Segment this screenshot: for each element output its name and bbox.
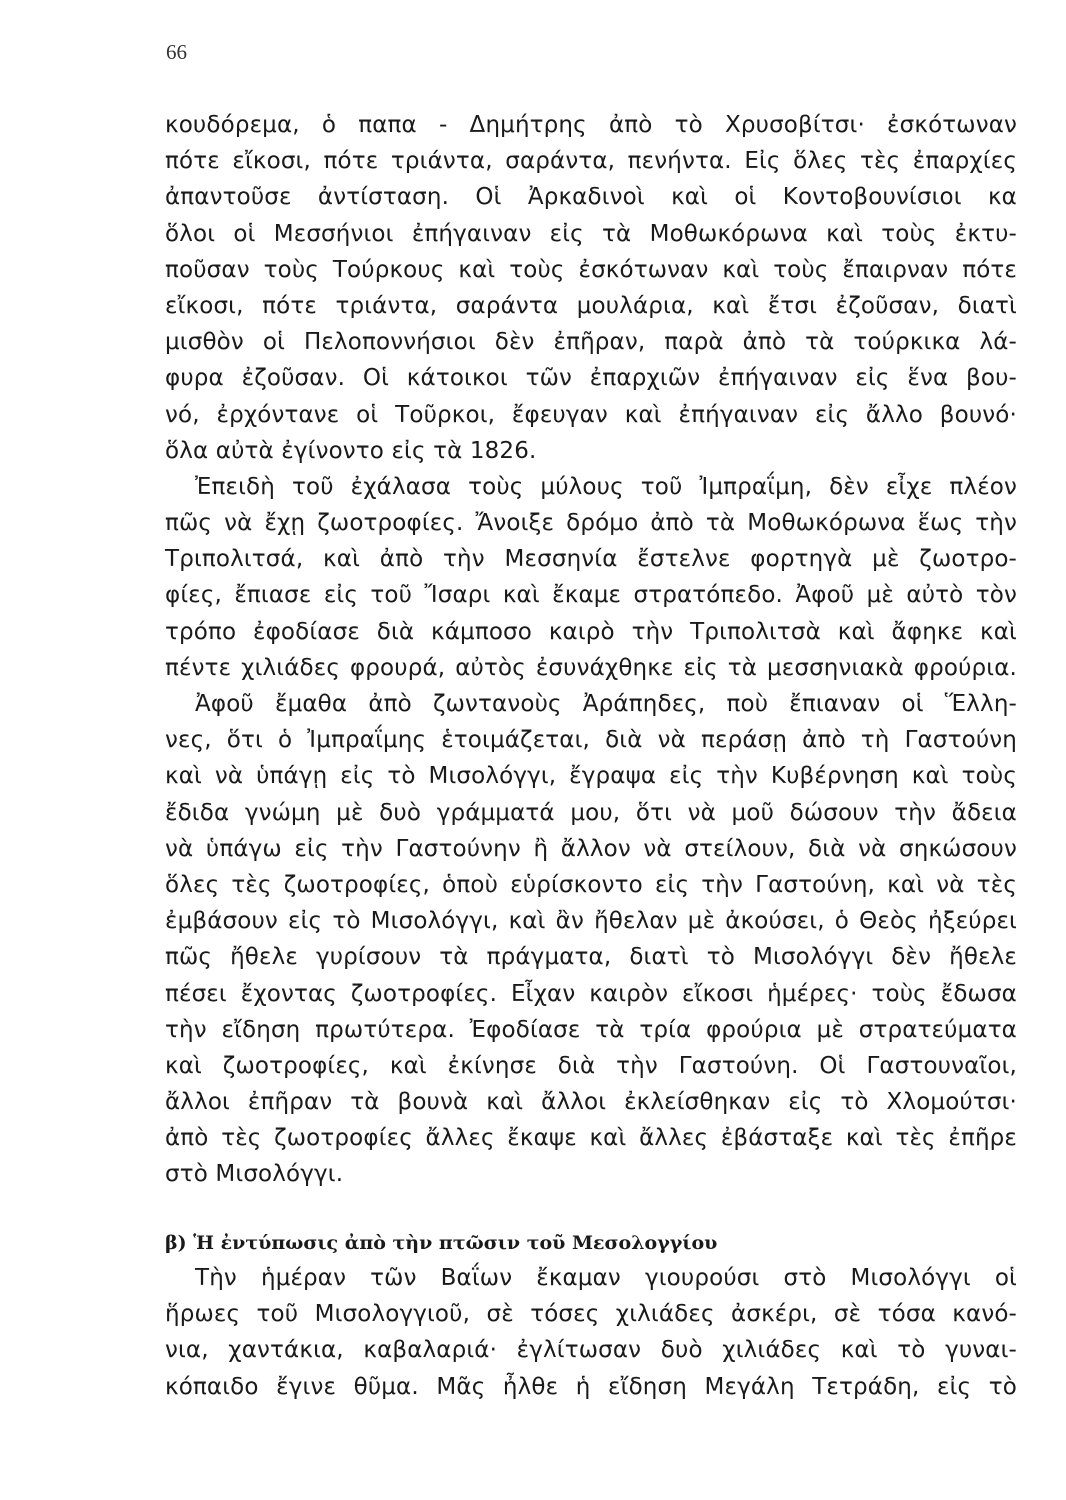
text-line: νό, ἐρχόντανε οἱ Τοῦρκοι, ἔφευγαν καὶ ἐπήγαιναν εἰς ἄλλο βουνό· [165, 401, 1017, 428]
text-line: φυρα ἐζοῦσαν. Οἱ κάτοικοι τῶν ἐπαρχιῶν ἐπήγαιναν εἰς ἕνα βου- [165, 365, 1017, 392]
text-line: φίες, ἔπιασε εἰς τοῦ Ἴσαρι καὶ ἔκαμε στρατόπεδο. Ἀφοῦ μὲ αὐτὸ τὸν [165, 582, 1017, 609]
text-line: Ἐπειδὴ τοῦ ἐχάλασα τοὺς μύλους τοῦ Ἰμπραΐμη, δὲν εἶχε πλέον [195, 473, 1017, 500]
section-text [165, 1260, 1017, 1405]
text-line: μισθὸν οἱ Πελοποννήσιοι δὲν ἐπῆραν, παρὰ ἀπὸ τὰ τούρκικα λά- [165, 329, 1017, 356]
text-line: νὰ ὑπάγω εἰς τὴν Γαστούνην ἢ ἄλλον νὰ στείλουν, διὰ νὰ σηκώσουν [165, 835, 1017, 862]
text-line: Ἀφοῦ ἔμαθα ἀπὸ ζωντανοὺς Ἀράπηδες, ποὺ ἔπιαναν οἱ Ἕλλη- [195, 691, 1017, 717]
text-line: εἴκοσι, πότε τριάντα, σαράντα μουλάρια, καὶ ἔτσι ἐζοῦσαν, διατὶ [165, 292, 1017, 319]
text-line: τρόπο ἐφοδίασε διὰ κάμποσο καιρὸ τὴν Τριπολιτσὰ καὶ ἄφηκε καὶ [165, 618, 1017, 645]
text-line: ἥρωες τοῦ Μισολογγιοῦ, σὲ τόσες χιλιάδες ἀσκέρι, σὲ τόσα κανό- [165, 1301, 1017, 1328]
text-line: νες, ὅτι ὁ Ἰμπραΐμης ἑτοιμάζεται, διὰ νὰ περάσῃ ἀπὸ τὴ Γαστούνη [165, 727, 1017, 754]
text-line: κουδόρεμα, ὁ παπα - Δημήτρης ἀπὸ τὸ Χρυσοβίτσι· ἐσκότωναν [165, 112, 1017, 138]
text-line: ἐμβάσουν εἰς τὸ Μισολόγγι, καὶ ἂν ἤθελαν μὲ ἀκούσει, ὁ Θεὸς ἠξεύρει [165, 908, 1017, 935]
text-line: κόπαιδο ἔγινε θῦμα. Μᾶς ἦλθε ἡ εἴδηση Μεγάλη Τετράδη, εἰς τὸ [165, 1373, 1017, 1400]
text-line: ποῦσαν τοὺς Τούρκους καὶ τοὺς ἐσκότωναν καὶ τοὺς ἔπαιρναν πότε [165, 256, 1017, 283]
section-heading: β) Ἡ ἐντύπωσις ἀπὸ τὴν πτῶσιν τοῦ Μεσολογγίου [165, 1232, 718, 1254]
text-line: στὸ Μισολόγγι. [165, 1161, 344, 1188]
text-line: ὅλες τὲς ζωοτροφίες, ὁποὺ εὑρίσκοντο εἰς τὴν Γαστούνη, καὶ νὰ τὲς [165, 871, 1017, 898]
text-line: ἔδιδα γνώμη μὲ δυὸ γράμματά μου, ὅτι νὰ μοῦ δώσουν τὴν ἄδεια [165, 799, 1017, 826]
text-line: καὶ ζωοτροφίες, καὶ ἐκίνησε διὰ τὴν Γαστούνη. Οἱ Γαστουναῖοι, [165, 1052, 1017, 1079]
text-line: ἄλλοι ἐπῆραν τὰ βουνὰ καὶ ἄλλοι ἐκλείσθηκαν εἰς τὸ Χλομούτσι· [165, 1089, 1017, 1116]
text-line: καὶ νὰ ὑπάγῃ εἰς τὸ Μισολόγγι, ἔγραψα εἰς τὴν Κυβέρνηση καὶ τοὺς [165, 763, 1017, 790]
text-line: Τριπολιτσά, καὶ ἀπὸ τὴν Μεσσηνία ἔστελνε φορτηγὰ μὲ ζωοτρο- [165, 546, 1017, 573]
text-line: πέσει ἔχοντας ζωοτροφίες. Εἶχαν καιρὸν εἴκοσι ἡμέρες· τοὺς ἔδωσα [165, 980, 1017, 1007]
text-line: τὴν εἴδηση πρωτύτερα. Ἐφοδίασε τὰ τρία φρούρια μὲ στρατεύματα [165, 1016, 1017, 1043]
page-number: 66 [166, 40, 187, 64]
text-line: πέντε χιλιάδες φρουρά, αὐτὸς ἐσυνάχθηκε εἰς τὰ μεσσηνιακὰ φρούρια. [165, 654, 1017, 681]
text-line: Τὴν ἡμέραν τῶν Βαΐων ἔκαμαν γιουρούσι στὸ Μισολόγγι οἱ [195, 1265, 1017, 1291]
text-line: νια, χαντάκια, καβαλαριά· ἐγλίτωσαν δυὸ χιλιάδες καὶ τὸ γυναι- [165, 1337, 1017, 1364]
text-line: ἀπὸ τὲς ζωοτροφίες ἄλλες ἔκαψε καὶ ἄλλες ἐβάσταξε καὶ τὲς ἐπῆρε [165, 1125, 1017, 1152]
text-line: ὅλοι οἱ Μεσσήνιοι ἐπήγαιναν εἰς τὰ Μοθωκόρωνα καὶ τοὺς ἐκτυ- [165, 220, 1017, 247]
text-line: πότε εἴκοσι, πότε τριάντα, σαράντα, πενήντα. Εἰς ὅλες τὲς ἐπαρχίες [165, 148, 1017, 175]
text-line: ὅλα αὐτὰ ἐγίνοντο εἰς τὰ 1826. [165, 437, 537, 464]
text-line: πῶς ἤθελε γυρίσουν τὰ πράγματα, διατὶ τὸ Μισολόγγι δὲν ἤθελε [165, 944, 1017, 971]
text-line: πῶς νὰ ἔχῃ ζωοτροφίες. Ἄνοιξε δρόμο ἀπὸ τὰ Μοθωκόρωνα ἕως τὴν [165, 510, 1017, 537]
text-line: ἀπαντοῦσε ἀντίσταση. Οἱ Ἀρκαδινοὶ καὶ οἱ Κοντοβουνίσιοι κα [165, 184, 1017, 211]
main-text [165, 107, 1017, 1193]
